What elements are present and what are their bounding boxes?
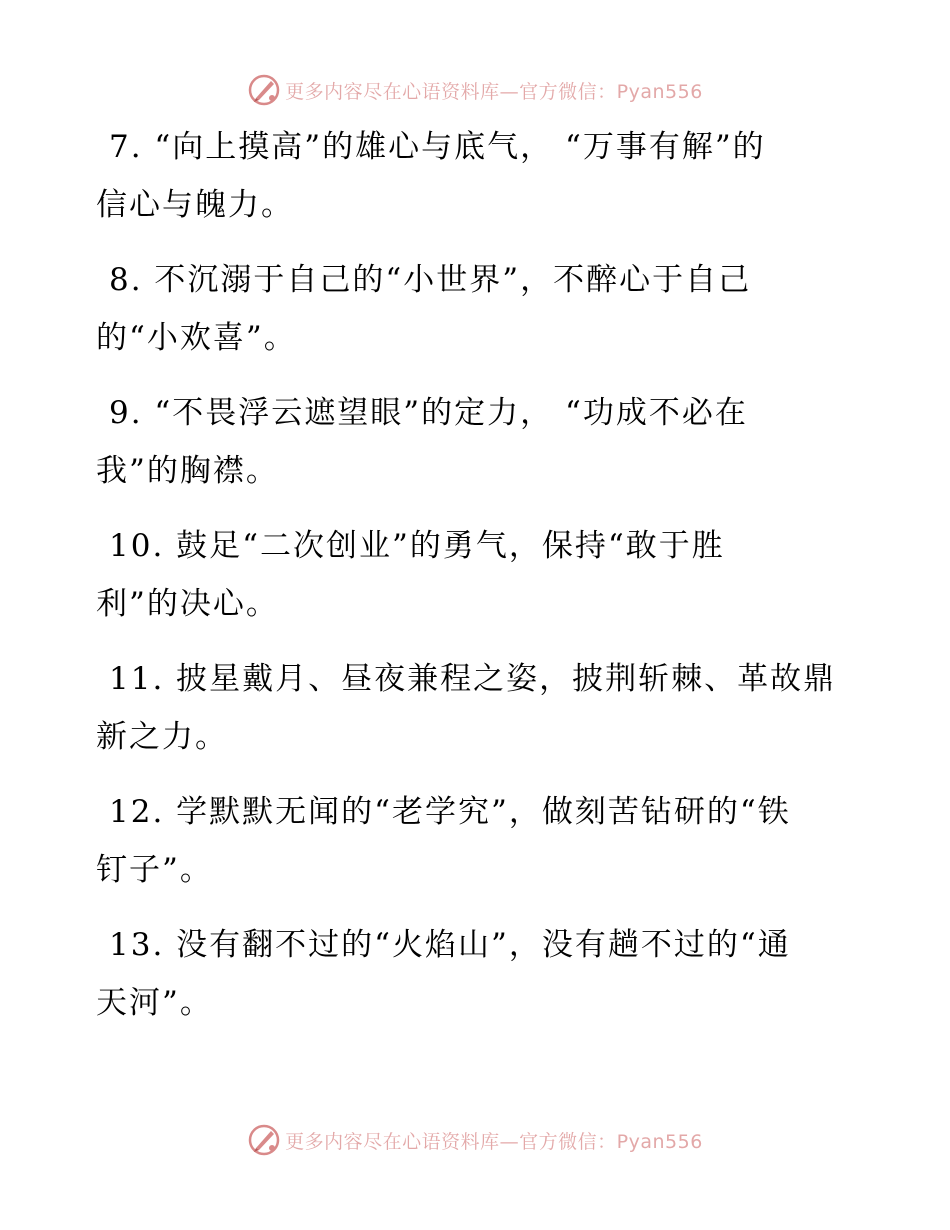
list-item — [96, 916, 856, 1032]
footer-banner-wechat-id: Pyan556 — [616, 1130, 703, 1153]
footer-banner-label: 更多内容尽在心语资料库—官方微信： — [285, 1130, 617, 1153]
quill-pen-logo-icon — [247, 73, 281, 107]
list-item — [96, 118, 856, 234]
list-item-line-2: 天河”。 — [96, 985, 213, 1021]
list-item-line-2: 我”的胸襟。 — [96, 453, 279, 489]
footer-banner-text — [285, 1127, 703, 1154]
list-item-line-1: 8. 不沉溺于自己的“小世界”，不醉心于自己 — [109, 262, 752, 298]
quill-pen-logo-icon — [247, 1123, 281, 1157]
list-item-line-1: 12. 学默默无闻的“老学究”，做刻苦钻研的“铁 — [109, 794, 791, 830]
list-item-line-2: 利”的决心。 — [96, 586, 279, 622]
list-item-line-1: 9. “不畏浮云遮望眼”的定力， “功成不必在 — [109, 395, 748, 431]
list-item-line-1: 10. 鼓足“二次创业”的勇气，保持“敢于胜 — [109, 528, 725, 564]
list-item-line-2: 新之力。 — [96, 719, 228, 755]
header-banner-text — [285, 77, 703, 104]
document-body — [96, 118, 856, 1049]
list-item-line-1: 13. 没有翻不过的“火焰山”，没有趟不过的“通 — [109, 927, 791, 963]
list-item-line-2: 信心与魄力。 — [96, 187, 294, 223]
header-banner — [0, 70, 950, 110]
list-item — [96, 251, 856, 367]
header-banner-wechat-id: Pyan556 — [616, 80, 703, 103]
list-item — [96, 517, 856, 633]
list-item — [96, 783, 856, 899]
header-banner-label: 更多内容尽在心语资料库—官方微信： — [285, 80, 617, 103]
list-item-line-1: 11. 披星戴月、昼夜兼程之姿，披荆斩棘、革故鼎 — [109, 661, 837, 697]
list-item — [96, 384, 856, 500]
list-item-line-2: 钉子”。 — [96, 852, 213, 888]
footer-banner — [0, 1120, 950, 1160]
list-item-line-2: 的“小欢喜”。 — [96, 320, 297, 356]
list-item — [96, 650, 856, 766]
list-item-line-1: 7. “向上摸高”的雄心与底气， “万事有解”的 — [109, 129, 766, 165]
